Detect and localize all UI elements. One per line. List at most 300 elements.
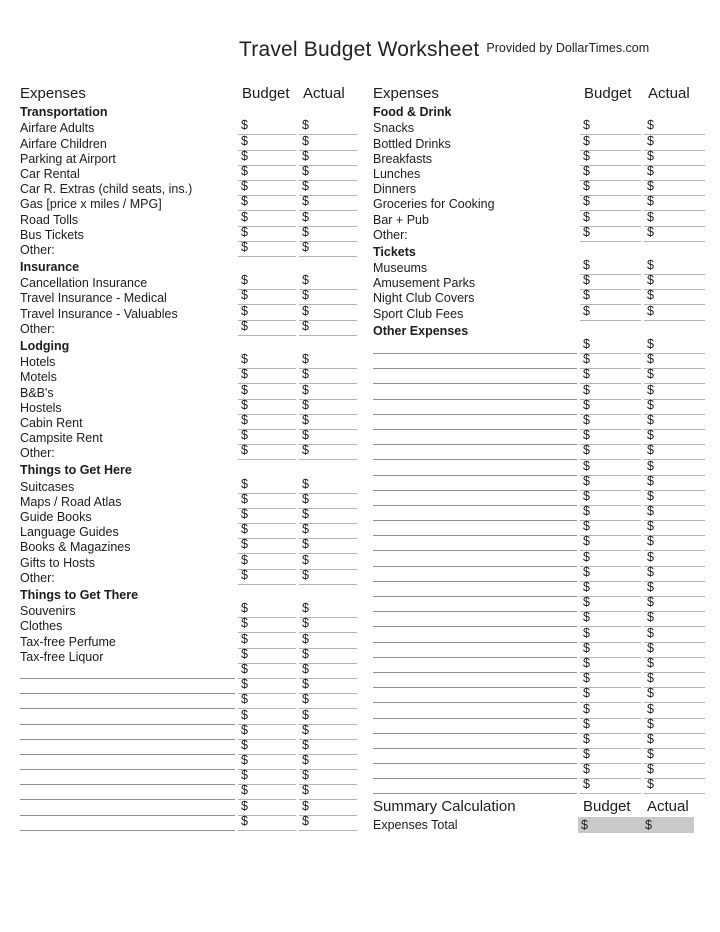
blank-label-line [20, 817, 235, 831]
dollar-sign: $ [241, 288, 248, 303]
actual-field [644, 302, 705, 321]
expenses-total-row [373, 817, 705, 833]
actual-field [299, 441, 357, 460]
dollar-sign: $ [302, 601, 309, 616]
section-header-transportation: Transportation [20, 105, 108, 119]
dollar-sign: $ [583, 288, 590, 303]
budget-field [238, 441, 296, 460]
dollar-sign: $ [583, 534, 590, 549]
dollar-sign: $ [241, 443, 248, 458]
dollar-sign: $ [241, 646, 248, 661]
dollar-sign: $ [583, 549, 590, 564]
dollar-sign: $ [647, 118, 654, 133]
expense-label: Other: [20, 321, 55, 336]
dollar-sign: $ [241, 692, 248, 707]
blank-label-line [20, 741, 235, 755]
budget-field [580, 223, 641, 242]
expense-label: Hostels [20, 400, 62, 415]
dollar-sign: $ [302, 163, 309, 178]
blank-expense-row [373, 779, 705, 794]
dollar-sign: $ [645, 818, 652, 833]
expense-label: B&B's [20, 385, 54, 400]
blank-label-line [373, 659, 577, 673]
blank-label-line [373, 355, 577, 369]
expense-label: Car Rental [20, 166, 80, 181]
dollar-sign: $ [241, 133, 248, 148]
dollar-sign: $ [302, 783, 309, 798]
expense-label: Sport Club Fees [373, 306, 464, 321]
dollar-sign: $ [302, 768, 309, 783]
expense-label: Travel Insurance - Valuables [20, 306, 178, 321]
blank-label-line [20, 786, 235, 800]
dollar-sign: $ [583, 382, 590, 397]
blank-label-line [20, 680, 235, 694]
dollar-sign: $ [647, 412, 654, 427]
dollar-sign: $ [583, 194, 590, 209]
dollar-sign: $ [302, 476, 309, 491]
dollar-sign: $ [241, 476, 248, 491]
expense-label: Gas [price x miles / MPG] [20, 197, 162, 212]
blank-label-line [373, 705, 577, 719]
dollar-sign: $ [241, 537, 248, 552]
expenses-total-budget-field [578, 816, 642, 834]
dollar-sign: $ [647, 564, 654, 579]
expense-label: Other: [20, 570, 55, 585]
dollar-sign: $ [583, 488, 590, 503]
expense-label: Suitcases [20, 479, 75, 494]
dollar-sign: $ [302, 616, 309, 631]
expense-label: Travel Insurance - Medical [20, 291, 167, 306]
expense-row [20, 445, 357, 460]
dollar-sign: $ [302, 707, 309, 722]
blank-label-line [373, 644, 577, 658]
blank-label-line [20, 711, 235, 725]
dollar-sign: $ [241, 382, 248, 397]
dollar-sign: $ [647, 610, 654, 625]
dollar-sign: $ [241, 552, 248, 567]
dollar-sign: $ [647, 625, 654, 640]
dollar-sign: $ [647, 473, 654, 488]
blank-label-line [373, 416, 577, 430]
dollar-sign: $ [241, 522, 248, 537]
blank-label-line [373, 568, 577, 582]
dollar-sign: $ [647, 194, 654, 209]
expense-rows-left [20, 105, 357, 831]
dollar-sign: $ [241, 783, 248, 798]
title-bar [239, 38, 649, 62]
blank-label-line [20, 695, 235, 709]
dollar-sign: $ [302, 552, 309, 567]
dollar-sign: $ [302, 507, 309, 522]
dollar-sign: $ [302, 148, 309, 163]
expenses-column-right [373, 86, 705, 833]
expense-label: Cancellation Insurance [20, 276, 148, 291]
dollar-sign: $ [241, 631, 248, 646]
dollar-sign: $ [241, 318, 248, 333]
expense-label: Groceries for Cooking [373, 197, 495, 212]
dollar-sign: $ [647, 747, 654, 762]
expense-label: Parking at Airport [20, 151, 116, 166]
expense-label: Other: [20, 446, 55, 461]
budget-column-header: Budget [242, 85, 290, 102]
dollar-sign: $ [583, 367, 590, 382]
dollar-sign: $ [241, 118, 248, 133]
expense-label: Airfare Adults [20, 121, 95, 136]
blank-label-line [373, 401, 577, 415]
dollar-sign: $ [302, 661, 309, 676]
dollar-sign: $ [583, 762, 590, 777]
dollar-sign: $ [241, 813, 248, 828]
expense-label: Campsite Rent [20, 431, 103, 446]
dollar-sign: $ [647, 133, 654, 148]
expense-label: Cabin Rent [20, 415, 83, 430]
expense-label: Night Club Covers [373, 291, 475, 306]
dollar-sign: $ [241, 412, 248, 427]
blank-label-line [373, 522, 577, 536]
dollar-sign: $ [583, 655, 590, 670]
dollar-sign: $ [302, 303, 309, 318]
dollar-sign: $ [583, 224, 590, 239]
dollar-sign: $ [302, 631, 309, 646]
expenses-total-label: Expenses Total [373, 818, 458, 833]
expense-label: Road Tolls [20, 212, 79, 227]
actual-column-header: Actual [648, 85, 690, 102]
dollar-sign: $ [302, 491, 309, 506]
blank-label-line [373, 462, 577, 476]
blank-label-line [373, 750, 577, 764]
expense-row [20, 239, 357, 257]
blank-label-line [373, 765, 577, 779]
blank-label-line [20, 665, 235, 679]
blank-label-line [20, 756, 235, 770]
dollar-sign: $ [583, 595, 590, 610]
dollar-sign: $ [583, 504, 590, 519]
dollar-sign: $ [302, 798, 309, 813]
section-header-other-expenses: Other Expenses [373, 323, 469, 338]
expense-label: Other: [373, 227, 408, 242]
blank-label-line [373, 780, 577, 794]
page-title: Travel Budget Worksheet [239, 38, 480, 61]
dollar-sign: $ [583, 443, 590, 458]
budget-column-header: Budget [584, 85, 632, 102]
dollar-sign: $ [647, 580, 654, 594]
actual-field [299, 566, 357, 585]
dollar-sign: $ [583, 179, 590, 194]
dollar-sign: $ [647, 671, 654, 686]
dollar-sign: $ [302, 194, 309, 209]
expense-row [373, 224, 705, 242]
blank-label-line [373, 553, 577, 567]
dollar-sign: $ [241, 303, 248, 318]
blank-label-line [373, 340, 577, 354]
dollar-sign: $ [241, 239, 248, 254]
dollar-sign: $ [583, 777, 590, 792]
expense-label: Language Guides [20, 525, 119, 540]
dollar-sign: $ [581, 818, 588, 833]
summary-title: Summary Calculation [373, 798, 516, 816]
expense-label: Bus Tickets [20, 227, 84, 242]
blank-label-line [373, 431, 577, 445]
blank-label-line [20, 771, 235, 785]
dollar-sign: $ [647, 273, 654, 288]
blank-label-line [373, 492, 577, 506]
expense-label: Amusement Parks [373, 276, 476, 291]
dollar-sign: $ [302, 722, 309, 737]
dollar-sign: $ [583, 209, 590, 224]
dollar-sign: $ [241, 661, 248, 676]
dollar-sign: $ [302, 179, 309, 194]
section-header-things-to-get-here: Things to Get Here [20, 463, 132, 478]
expense-rows-right [373, 105, 705, 794]
dollar-sign: $ [302, 224, 309, 239]
expenses-column-left [20, 86, 357, 833]
dollar-sign: $ [647, 163, 654, 178]
dollar-sign: $ [583, 148, 590, 163]
provider-credit: Provided by DollarTimes.com [486, 41, 650, 55]
dollar-sign: $ [647, 777, 654, 792]
dollar-sign: $ [583, 163, 590, 178]
dollar-sign: $ [583, 701, 590, 716]
budget-field [238, 317, 296, 336]
blank-label-line [373, 735, 577, 749]
expense-label: Maps / Road Atlas [20, 494, 122, 509]
dollar-sign: $ [302, 367, 309, 382]
dollar-sign: $ [241, 507, 248, 522]
dollar-sign: $ [647, 655, 654, 670]
summary-calculation [373, 799, 705, 833]
dollar-sign: $ [241, 273, 248, 288]
actual-field [299, 238, 357, 257]
dollar-sign: $ [302, 133, 309, 148]
blank-label-line [20, 726, 235, 740]
dollar-sign: $ [241, 194, 248, 209]
dollar-sign: $ [241, 367, 248, 382]
dollar-sign: $ [302, 692, 309, 707]
dollar-sign: $ [647, 367, 654, 382]
blank-label-line [373, 598, 577, 612]
dollar-sign: $ [583, 133, 590, 148]
dollar-sign: $ [302, 737, 309, 752]
summary-header [373, 799, 705, 816]
dollar-sign: $ [647, 224, 654, 239]
actual-column-header: Actual [303, 85, 345, 102]
dollar-sign: $ [647, 549, 654, 564]
expense-label: Books & Magazines [20, 540, 131, 555]
dollar-sign: $ [647, 428, 654, 443]
section-header-lodging: Lodging [20, 338, 70, 353]
dollar-sign: $ [647, 443, 654, 458]
dollar-sign: $ [241, 163, 248, 178]
dollar-sign: $ [302, 813, 309, 828]
blank-expense-row [20, 813, 357, 831]
dollar-sign: $ [647, 179, 654, 194]
dollar-sign: $ [647, 519, 654, 534]
dollar-sign: $ [302, 352, 309, 367]
dollar-sign: $ [302, 209, 309, 224]
expense-label: Museums [373, 261, 428, 276]
dollar-sign: $ [241, 179, 248, 194]
expense-label: Bottled Drinks [373, 136, 451, 151]
dollar-sign: $ [583, 458, 590, 473]
dollar-sign: $ [583, 716, 590, 731]
expense-row [373, 305, 705, 320]
dollar-sign: $ [583, 337, 590, 351]
dollar-sign: $ [647, 762, 654, 777]
expense-label: Motels [20, 370, 57, 385]
section-header-tickets: Tickets [373, 244, 416, 259]
column-header-left [20, 86, 357, 105]
dollar-sign: $ [241, 567, 248, 582]
blank-label-line [373, 477, 577, 491]
section-header-insurance: Insurance [20, 259, 80, 274]
dollar-sign: $ [647, 258, 654, 273]
dollar-sign: $ [583, 580, 590, 594]
dollar-sign: $ [647, 716, 654, 731]
dollar-sign: $ [302, 318, 309, 333]
expense-label: Snacks [373, 121, 414, 136]
dollar-sign: $ [647, 640, 654, 655]
dollar-sign: $ [647, 458, 654, 473]
dollar-sign: $ [647, 595, 654, 610]
dollar-sign: $ [647, 731, 654, 746]
blank-label-line [373, 689, 577, 703]
actual-field [299, 812, 357, 831]
budget-field [238, 812, 296, 831]
expenses-total-actual-field [642, 816, 694, 834]
actual-field [299, 317, 357, 336]
dollar-sign: $ [302, 677, 309, 692]
dollar-sign: $ [241, 768, 248, 783]
dollar-sign: $ [583, 118, 590, 133]
dollar-sign: $ [583, 303, 590, 318]
expense-label: Other: [20, 242, 55, 257]
expense-row [20, 567, 357, 585]
dollar-sign: $ [302, 288, 309, 303]
budget-field [580, 302, 641, 321]
dollar-sign: $ [583, 258, 590, 273]
dollar-sign: $ [302, 753, 309, 768]
blank-label-line [20, 802, 235, 816]
dollar-sign: $ [241, 616, 248, 631]
section-header-things-to-get-there: Things to Get There [20, 587, 139, 602]
dollar-sign: $ [583, 473, 590, 488]
blank-label-line [373, 583, 577, 597]
dollar-sign: $ [583, 397, 590, 412]
expense-label: Tax-free Liquor [20, 649, 104, 664]
dollar-sign: $ [583, 273, 590, 288]
dollar-sign: $ [647, 382, 654, 397]
expense-row [20, 318, 357, 336]
dollar-sign: $ [241, 722, 248, 737]
dollar-sign: $ [583, 625, 590, 640]
dollar-sign: $ [647, 397, 654, 412]
budget-field [238, 238, 296, 257]
summary-actual-header: Actual [647, 798, 689, 816]
dollar-sign: $ [241, 352, 248, 367]
dollar-sign: $ [583, 686, 590, 701]
dollar-sign: $ [302, 273, 309, 288]
dollar-sign: $ [647, 686, 654, 701]
blank-label-line [373, 674, 577, 688]
dollar-sign: $ [583, 731, 590, 746]
blank-label-line [373, 537, 577, 551]
dollar-sign: $ [647, 303, 654, 318]
dollar-sign: $ [583, 671, 590, 686]
budget-field [238, 566, 296, 585]
dollar-sign: $ [583, 610, 590, 625]
dollar-sign: $ [647, 209, 654, 224]
dollar-sign: $ [647, 504, 654, 519]
blank-label-line [373, 446, 577, 460]
dollar-sign: $ [302, 428, 309, 443]
dollar-sign: $ [647, 337, 654, 351]
dollar-sign: $ [647, 488, 654, 503]
expense-label: Dinners [373, 182, 417, 197]
actual-field [644, 775, 705, 794]
dollar-sign: $ [241, 209, 248, 224]
blank-label-line [373, 613, 577, 627]
dollar-sign: $ [583, 412, 590, 427]
expense-label: Guide Books [20, 510, 92, 525]
dollar-sign: $ [583, 564, 590, 579]
dollar-sign: $ [241, 677, 248, 692]
expense-label: Airfare Children [20, 136, 107, 151]
dollar-sign: $ [583, 352, 590, 367]
dollar-sign: $ [302, 646, 309, 661]
dollar-sign: $ [241, 753, 248, 768]
expense-label: Hotels [20, 355, 56, 370]
blank-label-line [373, 386, 577, 400]
dollar-sign: $ [302, 537, 309, 552]
expense-label: Lunches [373, 166, 421, 181]
expense-label: Souvenirs [20, 604, 76, 619]
column-header-right [373, 86, 705, 105]
expenses-total-fields [578, 817, 694, 833]
dollar-sign: $ [241, 707, 248, 722]
dollar-sign: $ [647, 534, 654, 549]
expense-label: Gifts to Hosts [20, 555, 96, 570]
blank-label-line [373, 720, 577, 734]
dollar-sign: $ [302, 397, 309, 412]
dollar-sign: $ [302, 382, 309, 397]
actual-field [644, 223, 705, 242]
expenses-header: Expenses [373, 85, 439, 102]
blank-label-line [373, 507, 577, 521]
expense-label: Bar + Pub [373, 212, 429, 227]
blank-label-line [373, 370, 577, 384]
summary-budget-header: Budget [583, 798, 631, 816]
dollar-sign: $ [241, 148, 248, 163]
dollar-sign: $ [302, 412, 309, 427]
expense-label: Breakfasts [373, 151, 433, 166]
dollar-sign: $ [302, 567, 309, 582]
budget-field [580, 775, 641, 794]
dollar-sign: $ [583, 640, 590, 655]
expense-label: Tax-free Perfume [20, 634, 116, 649]
dollar-sign: $ [647, 288, 654, 303]
dollar-sign: $ [583, 428, 590, 443]
dollar-sign: $ [241, 491, 248, 506]
dollar-sign: $ [302, 239, 309, 254]
dollar-sign: $ [241, 224, 248, 239]
dollar-sign: $ [647, 352, 654, 367]
worksheet-columns [20, 86, 705, 833]
dollar-sign: $ [302, 522, 309, 537]
dollar-sign: $ [241, 737, 248, 752]
dollar-sign: $ [302, 118, 309, 133]
section-header-food-drink: Food & Drink [373, 105, 452, 119]
blank-label-line [373, 629, 577, 643]
